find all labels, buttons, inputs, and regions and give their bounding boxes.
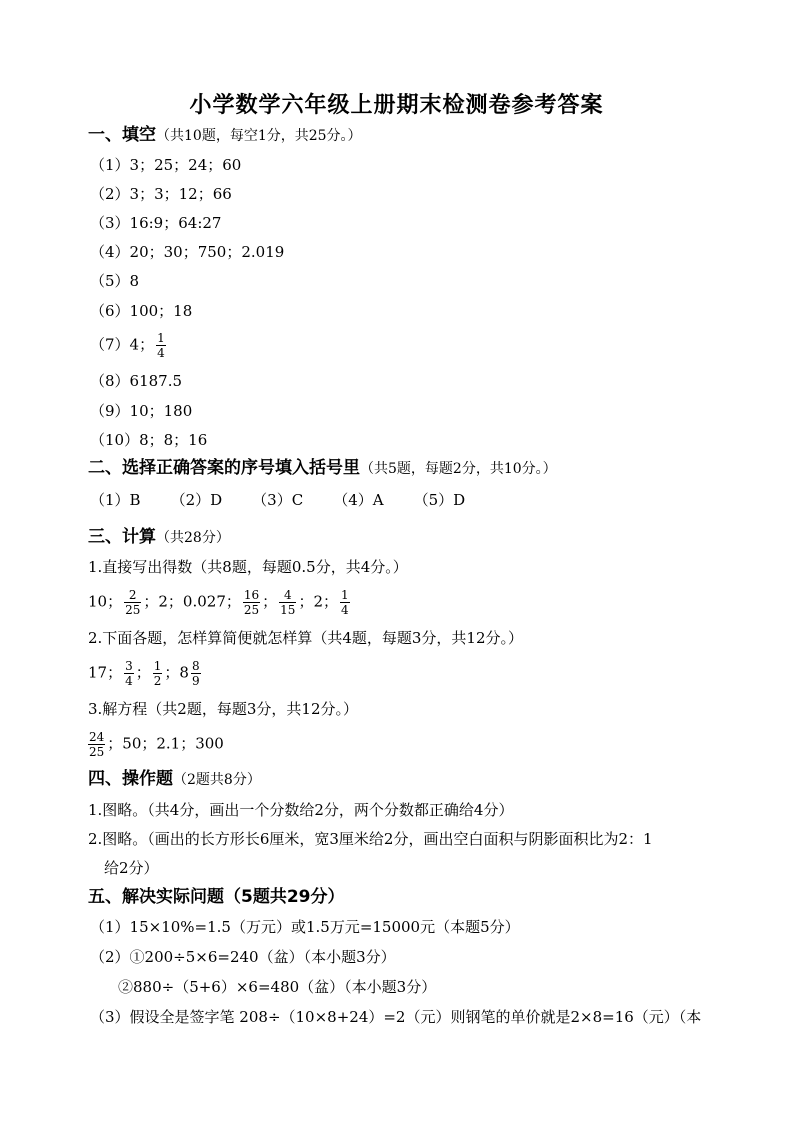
answer-text: 10； (88, 592, 123, 611)
answer-text: ； (135, 663, 151, 682)
calc-sub-1-answer (88, 588, 352, 617)
choice-1: （1）B (90, 491, 141, 509)
fraction (124, 588, 141, 617)
numerator: 2 (124, 588, 141, 603)
numerator: 1 (153, 659, 162, 673)
denominator: 4 (341, 603, 349, 617)
operation-answer-2-cont: 给2分） (104, 859, 159, 877)
section-2-title: 二、选择正确答案的序号填入括号里 (88, 458, 360, 478)
section-1-note: （共10题，每空1分，共25分。） (156, 128, 362, 144)
page-title: 小学数学六年级上册期末检测卷参考答案 (189, 93, 604, 118)
answer-text: ；2； (298, 592, 338, 611)
calc-sub-2: 2.下面各题，怎样算简便就怎样算（共4题，每题3分，共12分。） (88, 629, 523, 647)
answer-1-5: （5）8 (90, 272, 140, 290)
denominator: 25 (125, 603, 141, 617)
answer-1-6: （6）100；18 (90, 302, 193, 320)
section-3-title: 三、计算 (88, 527, 156, 547)
calc-sub-1: 1.直接写出得数（共8题，每题0.5分，共4分。） (88, 558, 408, 576)
answer-1-4: （4）20；30；750；2.019 (90, 243, 285, 261)
operation-answer-2: 2.图略。（画出的长方形长6厘米，宽3厘米给2分，画出空白面积与阴影面积比为2：1 (88, 830, 653, 848)
section-4-heading (88, 768, 261, 791)
numerator: 24 (89, 730, 105, 744)
numerator: 16 (243, 588, 260, 602)
calc-sub-3: 3.解方程（共2题，每题3分，共12分。） (88, 700, 358, 718)
choice-4: （4）A (333, 491, 384, 509)
problem-answer-2b: ②880÷（5+6）×6=480（盆）（本小题3分） (118, 978, 437, 996)
answer-text: 17； (88, 663, 123, 682)
problem-answer-3: （3）假设全是签字笔 208÷（10×8+24）=2（元）则钢笔的单价就是2×8=16（元）（本 (90, 1008, 702, 1026)
answer-1-9: （9）10；180 (90, 402, 193, 420)
answer-1-7-text: （7）4； (90, 335, 155, 354)
answer-text: ；2；0.027； (143, 592, 241, 611)
problem-answer-1: （1）15×10%=1.5（万元）或1.5万元=15000元（本题5分） (90, 918, 520, 936)
fraction (124, 659, 134, 688)
numerator: 1 (341, 588, 349, 602)
denominator: 15 (280, 603, 296, 617)
calc-sub-3-answer (88, 730, 224, 759)
mixed-whole: 8 (179, 663, 189, 682)
calc-sub-2-answer (88, 659, 203, 688)
answer-1-1: （1）3；25；24；60 (90, 156, 242, 174)
fraction (191, 659, 201, 688)
fraction (153, 659, 163, 688)
choice-3: （3）C (252, 491, 304, 509)
answer-1-7 (90, 331, 168, 360)
numerator: 1 (157, 331, 165, 345)
fraction (279, 588, 296, 617)
answer-1-3: （3）16:9；64:27 (90, 214, 222, 232)
numerator: 4 (279, 588, 296, 603)
fraction (88, 730, 105, 759)
problem-answer-2a: （2）①200÷5×6=240（盆）（本小题3分） (90, 948, 396, 966)
operation-answer-1: 1.图略。（共4分，画出一个分数给2分，两个分数都正确给4分） (88, 801, 514, 819)
section-2-note: （共5题，每题2分，共10分。） (360, 461, 557, 477)
choice-5: （5）D (413, 491, 466, 509)
fraction (243, 588, 260, 617)
denominator: 4 (157, 346, 165, 360)
fraction (340, 588, 350, 617)
section-3-note: （共28分） (156, 530, 230, 546)
choice-2: （2）D (170, 491, 223, 509)
answer-text: ； (164, 663, 180, 682)
section-4-title: 四、操作题 (88, 769, 173, 789)
section-1-title: 一、填空 (88, 125, 156, 145)
denominator: 9 (191, 674, 200, 688)
numerator: 3 (125, 659, 133, 673)
denominator: 2 (153, 674, 162, 688)
fraction (156, 331, 166, 360)
answer-text: ；50；2.1；300 (107, 734, 224, 753)
choice-answers (90, 489, 495, 511)
section-5-heading: 五、解决实际问题（5题共29分） (88, 887, 345, 907)
answer-1-8: （8）6187.5 (90, 372, 183, 390)
numerator: 8 (191, 659, 200, 673)
denominator: 25 (243, 603, 260, 617)
answer-1-2: （2）3；3；12；66 (90, 185, 232, 203)
answer-1-10: （10）8；8；16 (90, 431, 208, 449)
section-1-heading (88, 124, 362, 147)
section-3-heading (88, 526, 230, 549)
denominator: 25 (89, 745, 105, 759)
section-4-note: （2题共8分） (173, 772, 261, 788)
denominator: 4 (125, 674, 133, 688)
section-2-heading (88, 457, 557, 480)
answer-text: ； (262, 592, 278, 611)
